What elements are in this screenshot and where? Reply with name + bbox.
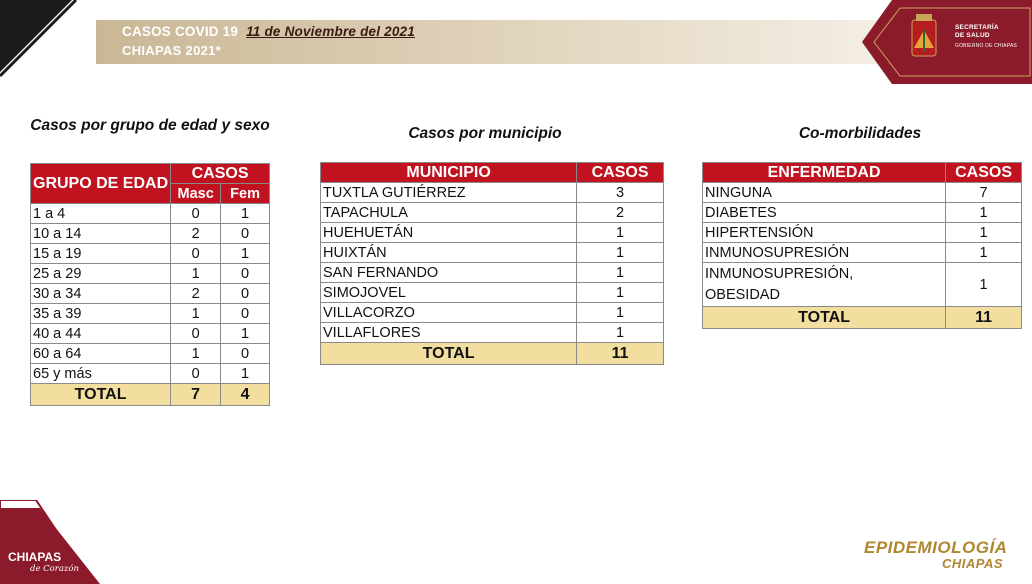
total-masc: 7 — [171, 384, 221, 406]
table-row — [31, 244, 270, 264]
table-row — [31, 344, 270, 364]
col-casos: CASOS — [577, 163, 664, 183]
age-group: 65 y más — [31, 364, 171, 384]
comorb-table — [702, 162, 1022, 329]
municipio-cases: 1 — [577, 323, 664, 343]
footer-brand: CHIAPAS — [8, 550, 62, 564]
comorb-table-title: Co-morbilidades — [798, 125, 922, 142]
col-enfermedad: ENFERMEDAD — [703, 163, 946, 183]
masc-cases: 0 — [171, 324, 221, 344]
total-label: TOTAL — [703, 307, 946, 329]
col-municipio: MUNICIPIO — [321, 163, 577, 183]
municipio-cases: 1 — [577, 223, 664, 243]
table-row — [31, 204, 270, 224]
table-row — [321, 243, 664, 263]
fem-cases: 0 — [221, 304, 270, 324]
age-group: 60 a 64 — [31, 344, 171, 364]
epidemiologia-logo: EPIDEMIOLOGÍA — [864, 538, 1008, 557]
col-masc: Masc — [171, 184, 221, 204]
municipio-name: VILLACORZO — [321, 303, 577, 323]
epidemiologia-sub: CHIAPAS — [942, 556, 1004, 571]
table-row — [321, 303, 664, 323]
disease-cases: 1 — [946, 203, 1022, 223]
age-group: 15 a 19 — [31, 244, 171, 264]
table-row — [703, 203, 1022, 223]
table-row — [321, 223, 664, 243]
comorb-total-row — [703, 307, 1022, 329]
disease-cases: 7 — [946, 183, 1022, 203]
col-fem: Fem — [221, 184, 270, 204]
masc-cases: 2 — [171, 224, 221, 244]
fem-cases: 1 — [221, 244, 270, 264]
masc-cases: 0 — [171, 204, 221, 224]
municipio-name: SIMOJOVEL — [321, 283, 577, 303]
masc-cases: 1 — [171, 264, 221, 284]
municipio-cases: 2 — [577, 203, 664, 223]
header-date: 11 de Noviembre del 2021 — [246, 24, 415, 39]
table-row — [31, 304, 270, 324]
masc-cases: 1 — [171, 344, 221, 364]
masc-cases: 0 — [171, 364, 221, 384]
total-label: TOTAL — [31, 384, 171, 406]
table-row — [703, 243, 1022, 263]
disease-name: INMUNOSUPRESIÓN — [703, 243, 946, 263]
disease-cases: 1 — [946, 243, 1022, 263]
municipio-name: VILLAFLORES — [321, 323, 577, 343]
table-row — [31, 264, 270, 284]
table-row — [703, 223, 1022, 243]
table-row — [31, 364, 270, 384]
table-row — [321, 203, 664, 223]
masc-cases: 1 — [171, 304, 221, 324]
table-row — [703, 263, 1022, 307]
age-table — [30, 163, 270, 406]
municipio-name: TAPACHULA — [321, 203, 577, 223]
age-group: 10 a 14 — [31, 224, 171, 244]
age-group: 30 a 34 — [31, 284, 171, 304]
total-label: TOTAL — [321, 343, 577, 365]
age-group: 40 a 44 — [31, 324, 171, 344]
table-row — [321, 323, 664, 343]
municipio-table — [320, 162, 664, 365]
table-row — [31, 224, 270, 244]
fem-cases: 0 — [221, 264, 270, 284]
municipio-cases: 1 — [577, 303, 664, 323]
fem-cases: 0 — [221, 344, 270, 364]
logo-text: SECRETARÍA DE SALUD GOBIERNO DE CHIAPAS — [955, 24, 1018, 49]
total-cases: 11 — [946, 307, 1022, 329]
fem-cases: 0 — [221, 284, 270, 304]
fem-cases: 1 — [221, 204, 270, 224]
municipio-name: TUXTLA GUTIÉRREZ — [321, 183, 577, 203]
fem-cases: 1 — [221, 324, 270, 344]
age-total-row — [31, 384, 270, 406]
municipio-total-row — [321, 343, 664, 365]
masc-cases: 2 — [171, 284, 221, 304]
table-row — [321, 183, 664, 203]
fem-cases: 1 — [221, 364, 270, 384]
age-group: 35 a 39 — [31, 304, 171, 324]
age-group: 1 a 4 — [31, 204, 171, 224]
header-subtitle: CHIAPAS 2021* — [122, 43, 222, 58]
municipio-name: HUEHUETÁN — [321, 223, 577, 243]
col-casos: CASOS — [946, 163, 1022, 183]
col-grupo-edad: GRUPO DE EDAD — [31, 164, 171, 204]
table-row — [321, 283, 664, 303]
municipio-cases: 1 — [577, 243, 664, 263]
col-casos: CASOS — [171, 164, 270, 184]
disease-cases: 1 — [946, 263, 1022, 307]
disease-name: NINGUNA — [703, 183, 946, 203]
fem-cases: 0 — [221, 224, 270, 244]
table-row — [321, 263, 664, 283]
disease-name: DIABETES — [703, 203, 946, 223]
table-row — [31, 324, 270, 344]
header-title: CASOS COVID 19 11 de Noviembre del 2021 — [122, 24, 415, 39]
age-group: 25 a 29 — [31, 264, 171, 284]
total-fem: 4 — [221, 384, 270, 406]
masc-cases: 0 — [171, 244, 221, 264]
age-table-title: Casos por grupo de edad y sexo — [30, 117, 270, 134]
footer-brand-tag: de Corazón — [30, 564, 79, 574]
municipio-name: SAN FERNANDO — [321, 263, 577, 283]
table-row — [31, 284, 270, 304]
municipio-cases: 1 — [577, 283, 664, 303]
municipio-cases: 1 — [577, 263, 664, 283]
disease-name: HIPERTENSIÓN — [703, 223, 946, 243]
chiapas-coat-of-arms-icon — [912, 14, 936, 56]
table-row — [703, 183, 1022, 203]
disease-cases: 1 — [946, 223, 1022, 243]
total-cases: 11 — [577, 343, 664, 365]
disease-name: INMUNOSUPRESIÓN, OBESIDAD — [703, 263, 946, 307]
corner-decoration — [0, 0, 110, 90]
municipio-table-title: Casos por municipio — [408, 125, 562, 142]
municipio-name: HUIXTÁN — [321, 243, 577, 263]
municipio-cases: 3 — [577, 183, 664, 203]
